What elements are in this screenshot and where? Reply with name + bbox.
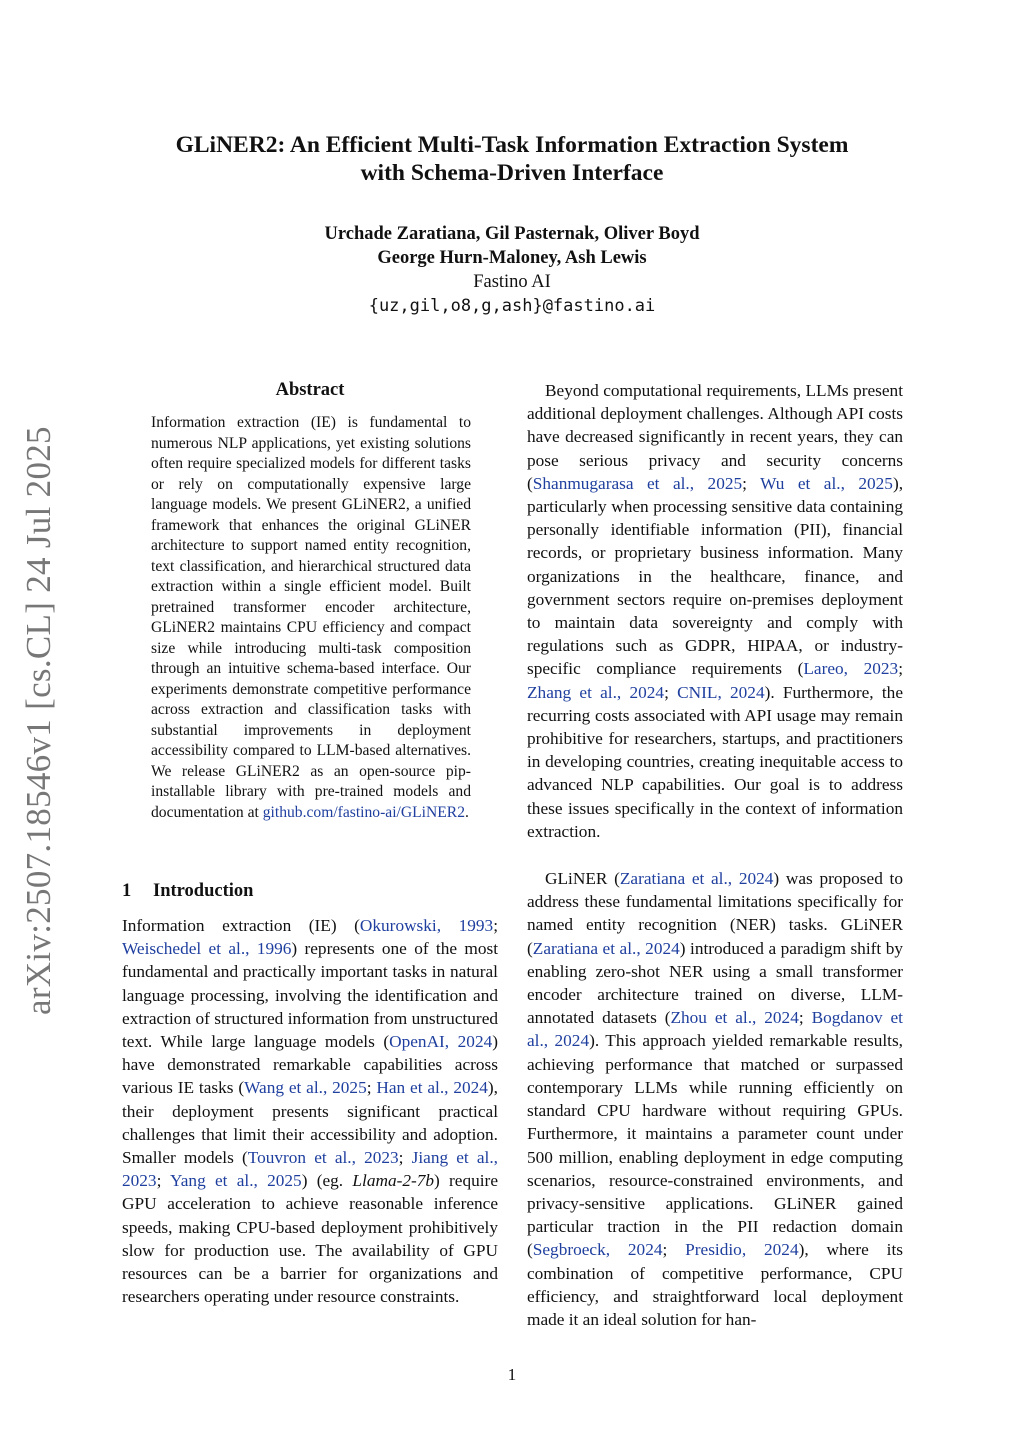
author-list	[120, 222, 904, 270]
citation-link[interactable]: OpenAI, 2024	[389, 1032, 493, 1052]
citation-link[interactable]: Wang et al., 2025	[244, 1078, 367, 1098]
right-column	[527, 379, 903, 1331]
text-span: ;	[493, 916, 498, 935]
authors-line-1: Urchade Zaratiana, Gil Pasternak, Oliver Boyd	[324, 224, 700, 244]
text-span: ) require GPU acceleration to achieve reasonable inference speeds, making CPU-based deployment prohibitively slow for production use. The availability of GPU resources can be a barrier for organizations and researchers operating under resource constraints.	[122, 1171, 498, 1307]
authors-line-2: George Hurn-Maloney, Ash Lewis	[377, 248, 647, 268]
abstract-body	[151, 413, 471, 823]
text-span: Information extraction (IE) (	[122, 916, 360, 935]
author-emails: {uz,gil,o8,g,ash}@fastino.ai	[368, 296, 656, 316]
text-span: ), where its combination of competitive performance, CPU efficiency, and straightforward local deployment made it an ideal solution for han-	[527, 1240, 903, 1329]
citation-link[interactable]: Weischedel et al., 1996	[122, 939, 292, 959]
section-number: 1	[122, 881, 132, 901]
paper-title	[120, 131, 904, 187]
text-span: ) was proposed to address these fundamental limitations specifically for named entity recognition (NER) tasks. GLiNER (	[527, 869, 904, 958]
citation-link[interactable]: Presidio, 2024	[685, 1240, 799, 1260]
text-span: ), particularly when processing sensitive data containing personally identifiable information (PII), financial records, or proprietary business information. Many organizations in the healthcare, finance, and government sectors require on-premises deployment to maintain data sovereignty and comply with regulations such as GDPR, HIPAA, or industry-specific compliance requirements (	[527, 473, 904, 679]
citation-link[interactable]: Zhang et al., 2024	[527, 682, 665, 702]
text-span: ), their deployment presents significant practical challenges that limit their accessibility and adoption. Smaller models (	[122, 1078, 498, 1168]
text-span: ;	[156, 1171, 171, 1191]
text-span: ). This approach yielded remarkable results, achieving performance that matched or surpassed contemporary LLMs while running efficiently on standard CPU hardware without requiring GPUs. Furthermore, it maintains a parameter count under 500 million, enabling deployment in edge computing scenarios, resource-constrained environments, and privacy-sensitive applications. GLiNER gained particular traction in the PII redaction domain (	[527, 1031, 903, 1260]
page-number: 1	[507, 1365, 517, 1384]
citation-link[interactable]: Segbroeck, 2024	[532, 1240, 663, 1260]
section-heading-introduction	[122, 879, 498, 903]
text-span: Beyond computational requirements, LLMs present additional deployment challenges. Although API costs have decreased significantly in recent years, they can pose serious privacy and security concerns (	[527, 381, 903, 493]
citation-link[interactable]: Touvron et al., 2023	[247, 1148, 399, 1168]
text-span: ) have demonstrated remarkable capabilities across various IE tasks (	[122, 1032, 498, 1098]
text-span: ;	[898, 659, 903, 679]
intro-paragraph-2	[527, 379, 903, 843]
citation-link[interactable]: Bogdanov et al., 2024	[527, 1008, 903, 1051]
abstract-heading: Abstract	[275, 380, 345, 400]
text-span: ;	[798, 1008, 812, 1028]
github-link[interactable]: github.com/fastino-ai/GLiNER2	[262, 803, 465, 821]
citation-link[interactable]: CNIL, 2024	[677, 682, 765, 702]
citation-link[interactable]: Shanmugarasa et al., 2025	[532, 473, 743, 493]
text-span: GLiNER (	[545, 869, 620, 889]
citation-link[interactable]: Han et al., 2024	[376, 1078, 488, 1098]
text-span: ;	[398, 1148, 412, 1168]
section-title: Introduction	[153, 881, 254, 901]
text-span: ) represents one of the most fundamental and practically important tasks in natural language processing, involving the identification and extraction of structured information from unstructured text. While large language models (	[122, 939, 499, 1052]
citation-link[interactable]: Zhou et al., 2024	[670, 1008, 799, 1028]
abstract-text: Information extraction (IE) is fundamental to numerous NLP applications, yet existing solutions often require specialized models for different tasks or rely on computationally expensive large language models. We present GLiNER2, a unified framework that enhances the original GLiNER architecture to support named entity recognition, text classification, and hierarchical structured data extraction within a single efficient model. Built pretrained transformer encoder architecture, GLiNER2 maintains CPU efficiency and compact size while introducing multi-task composition through an intuitive schema-based interface. Our experiments demonstrate competitive performance across extraction and classification tasks with substantial improvements in deployment accessibility compared to LLM-based alternatives. We release GLiNER2 as an open-source pip-installable library with pre-trained models and documentation at	[151, 414, 471, 821]
citation-link[interactable]: Jiang et al., 2023	[122, 1148, 498, 1191]
citation-link[interactable]: Zaratiana et al., 2024	[532, 938, 680, 958]
arxiv-stamp: arXiv:2507.18546v1 [cs.CL] 24 Jul 2025	[19, 426, 58, 1015]
citation-link[interactable]: Yang et al., 2025	[170, 1171, 302, 1191]
citation-link[interactable]: Zaratiana et al., 2024	[619, 869, 774, 889]
abstract-end: .	[465, 803, 469, 821]
title-line-1: GLiNER2: An Efficient Multi-Task Information Extraction System	[175, 132, 849, 158]
text-span: ;	[742, 473, 761, 493]
affiliation: Fastino AI	[473, 272, 551, 292]
text-span: ;	[366, 1078, 377, 1098]
title-line-2: with Schema-Driven Interface	[360, 160, 664, 186]
text-span: ;	[664, 682, 678, 702]
citation-link[interactable]: Wu et al., 2025	[760, 473, 893, 493]
citation-link[interactable]: Lareo, 2023	[803, 659, 899, 679]
text-span: ) introduced a paradigm shift by enabling zero-shot NER using a small transformer encoder architecture trained on diverse, LLM-annotated datasets (	[527, 938, 903, 1028]
text-span: ;	[662, 1240, 686, 1260]
intro-paragraph-3	[527, 867, 903, 1331]
model-name: Llama-2-7b	[352, 1171, 435, 1191]
intro-paragraph-1	[122, 914, 498, 1308]
text-span: ) (eg.	[301, 1171, 353, 1191]
citation-link[interactable]: Okurowski, 1993	[359, 916, 494, 935]
text-span: ). Furthermore, the recurring costs associated with API usage may remain prohibitive for researchers, startups, and practitioners in developing countries, creating inequitable access to advanced NLP capabilities. Our goal is to address these issues specifically in the context of information extraction.	[527, 682, 903, 841]
